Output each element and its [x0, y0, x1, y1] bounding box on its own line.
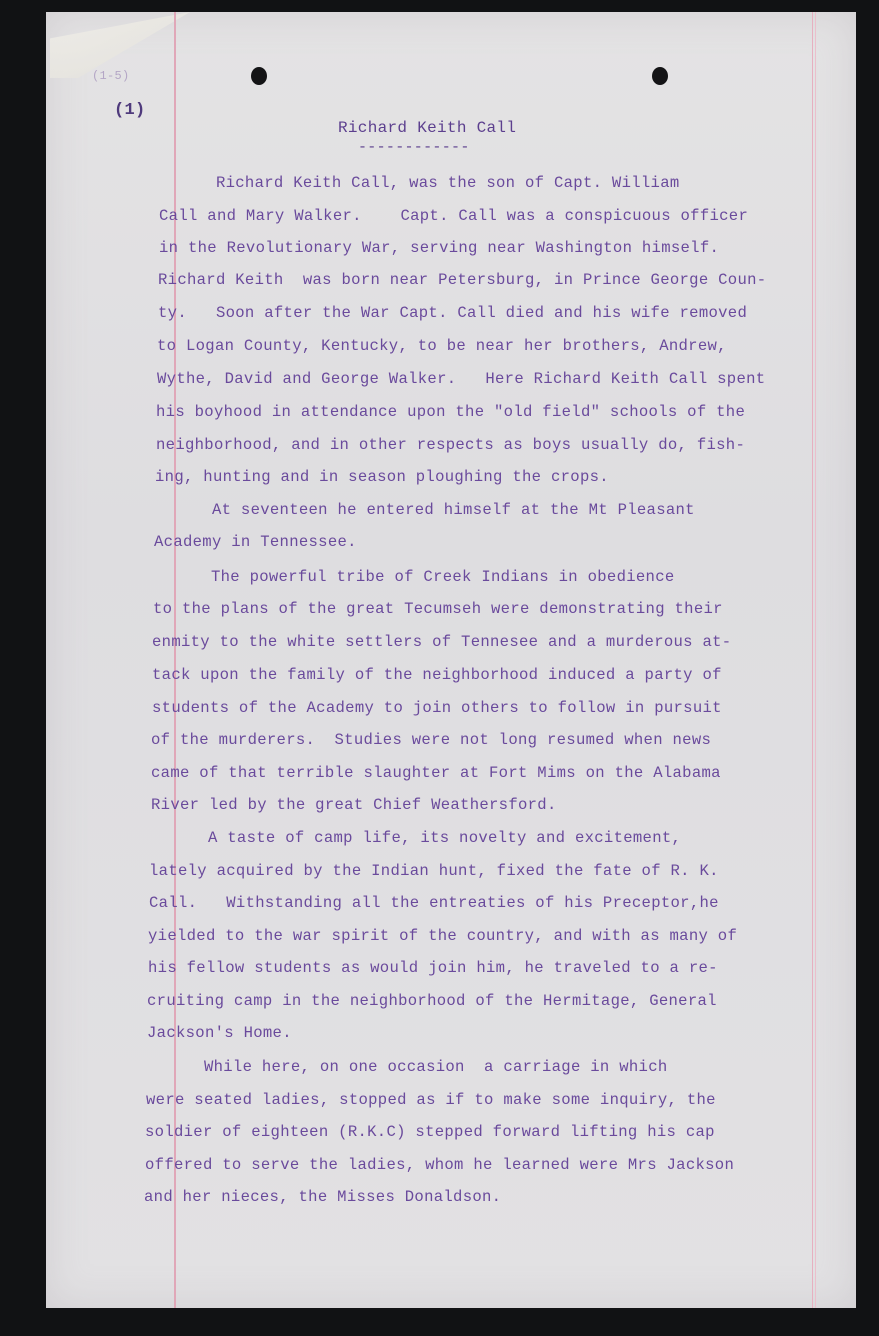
title-underline: ------------: [358, 139, 470, 156]
body-line: The powerful tribe of Creek Indians in obedience: [153, 568, 675, 586]
body-line: were seated ladies, stopped as if to make some inquiry, the: [146, 1091, 716, 1109]
body-line: neighborhood, and in other respects as boys usually do, fish-: [156, 436, 746, 454]
body-line: yielded to the war spirit of the country, and with as many of: [148, 927, 738, 945]
body-line: offered to serve the ladies, whom he learned were Mrs Jackson: [145, 1156, 735, 1174]
body-line: to the plans of the great Tecumseh were demonstrating their: [153, 600, 723, 618]
right-margin-rule-secondary: [815, 12, 816, 1308]
body-line: Richard Keith was born near Petersburg, in Prince George Coun-: [158, 271, 767, 289]
body-line: students of the Academy to join others to follow in pursuit: [152, 699, 722, 717]
body-line: and her nieces, the Misses Donaldson.: [144, 1188, 502, 1206]
body-line: A taste of camp life, its novelty and excitement,: [150, 829, 682, 847]
body-line: to Logan County, Kentucky, to be near her brothers, Andrew,: [157, 337, 727, 355]
body-line: Richard Keith Call, was the son of Capt. William: [158, 174, 680, 192]
typewritten-page: [46, 12, 856, 1308]
body-line: cruiting camp in the neighborhood of the Hermitage, General: [147, 992, 717, 1010]
body-line: tack upon the family of the neighborhood induced a party of: [152, 666, 722, 684]
body-line: lately acquired by the Indian hunt, fixed the fate of R. K.: [149, 862, 719, 880]
body-line: in the Revolutionary War, serving near Washington himself.: [159, 239, 720, 257]
body-line: Academy in Tennessee.: [154, 533, 357, 551]
body-line: ty. Soon after the War Capt. Call died and his wife removed: [158, 304, 748, 322]
body-line: soldier of eighteen (R.K.C) stepped forward lifting his cap: [145, 1123, 715, 1141]
page-number: (1): [114, 101, 146, 120]
page-title: Richard Keith Call: [338, 119, 517, 137]
body-line: Jackson's Home.: [147, 1024, 292, 1042]
punch-hole-left: [251, 67, 267, 85]
body-line: While here, on one occasion a carriage in which: [146, 1058, 668, 1076]
body-line: came of that terrible slaughter at Fort Mims on the Alabama: [151, 764, 721, 782]
body-line: At seventeen he entered himself at the Mt Pleasant: [154, 501, 695, 519]
body-line: enmity to the white settlers of Tennesee and a murderous at-: [152, 633, 732, 651]
body-line: River led by the great Chief Weathersford.: [151, 796, 557, 814]
corner-mark: (1-5): [92, 69, 130, 83]
right-margin-rule: [812, 12, 813, 1308]
body-line: ing, hunting and in season ploughing the crops.: [155, 468, 609, 486]
body-line: his boyhood in attendance upon the "old field" schools of the: [156, 403, 746, 421]
punch-hole-right: [652, 67, 668, 85]
body-line: of the murderers. Studies were not long resumed when news: [151, 731, 712, 749]
body-line: Wythe, David and George Walker. Here Richard Keith Call spent: [157, 370, 766, 388]
body-line: Call. Withstanding all the entreaties of his Preceptor,he: [149, 894, 719, 912]
body-line: his fellow students as would join him, he traveled to a re-: [148, 959, 718, 977]
body-line: Call and Mary Walker. Capt. Call was a conspicuous officer: [159, 207, 749, 225]
